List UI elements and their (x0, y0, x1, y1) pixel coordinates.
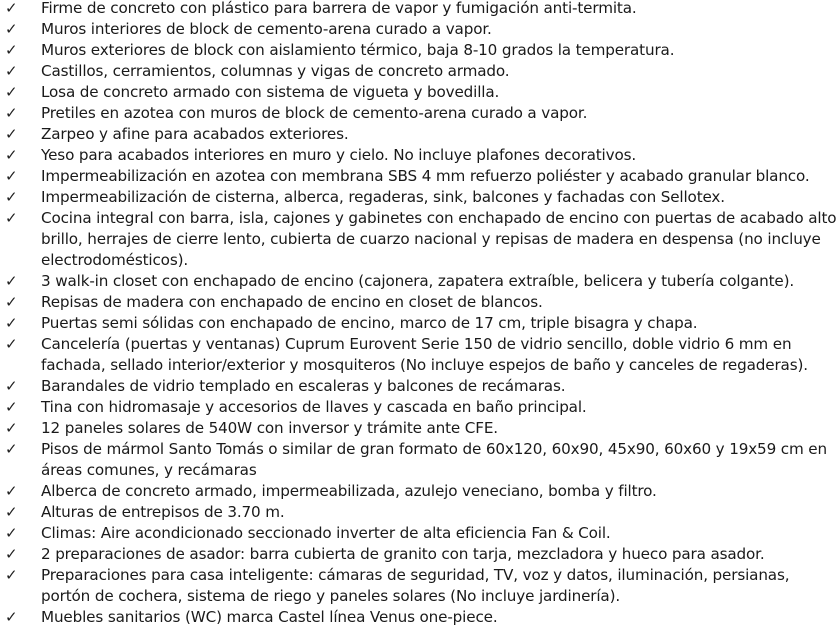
list-item-text: Cocina integral con barra, isla, cajones y gabinetes con enchapado de encino con puertas de acabado alto brillo, herrajes de cierre lento, cubierta de cuarzo nacional y repisas de madera en despensa (no incluye electrodomésticos). (41, 209, 837, 269)
list-item (0, 334, 840, 376)
list-item (0, 607, 840, 628)
list-item-text: Climas: Aire acondicionado seccionado inverter de alta eficiencia Fan & Coil. (41, 524, 611, 542)
list-item (0, 292, 840, 313)
checkmark-icon: ✓ (5, 41, 18, 59)
list-item (0, 418, 840, 439)
list-item-text: 12 paneles solares de 540W con inversor y trámite ante CFE. (41, 419, 498, 437)
list-item-text: Muebles sanitarios (WC) marca Castel línea Venus one-piece. (41, 608, 498, 626)
list-item-text: Muros exteriores de block con aislamiento térmico, baja 8-10 grados la temperatura. (41, 41, 675, 59)
list-item-text: Barandales de vidrio templado en escaleras y balcones de recámaras. (41, 377, 566, 395)
list-item (0, 82, 840, 103)
checkmark-icon: ✓ (5, 314, 18, 332)
checkmark-icon: ✓ (5, 335, 18, 353)
list-item (0, 502, 840, 523)
list-item (0, 397, 840, 418)
list-item (0, 40, 840, 61)
checkmark-icon: ✓ (5, 419, 18, 437)
list-item-text: 2 preparaciones de asador: barra cubierta de granito con tarja, mezcladora y hueco para asador. (41, 545, 765, 563)
list-item-text: Alberca de concreto armado, impermeabilizada, azulejo veneciano, bomba y filtro. (41, 482, 657, 500)
list-item-text: Muros interiores de block de cemento-arena curado a vapor. (41, 20, 492, 38)
list-item (0, 439, 840, 481)
list-item (0, 61, 840, 82)
checkmark-icon: ✓ (5, 524, 18, 542)
checkmark-icon: ✓ (5, 83, 18, 101)
checkmark-icon: ✓ (5, 146, 18, 164)
list-item (0, 544, 840, 565)
checkmark-icon: ✓ (5, 20, 18, 38)
list-item-text: Impermeabilización en azotea con membrana SBS 4 mm refuerzo poliéster y acabado granular blanco. (41, 167, 810, 185)
list-item (0, 166, 840, 187)
checkmark-icon: ✓ (5, 188, 18, 206)
list-item-text: Cancelería (puertas y ventanas) Cuprum Eurovent Serie 150 de vidrio sencillo, doble vidrio 6 mm en fachada, sellado interior/exterior y mosquiteros (No incluye espejos de baño y canceles de regaderas). (41, 335, 808, 374)
list-item-text: Preparaciones para casa inteligente: cámaras de seguridad, TV, voz y datos, iluminación, persianas, portón de cochera, sistema de riego y paneles solares (No incluye jardinería). (41, 566, 790, 605)
checkmark-icon: ✓ (5, 503, 18, 521)
list-item (0, 187, 840, 208)
list-item-text: Puertas semi sólidas con enchapado de encino, marco de 17 cm, triple bisagra y chapa. (41, 314, 698, 332)
list-item (0, 523, 840, 544)
list-item (0, 376, 840, 397)
list-item-text: Pretiles en azotea con muros de block de cemento-arena curado a vapor. (41, 104, 588, 122)
list-item (0, 0, 840, 19)
list-item-text: Losa de concreto armado con sistema de vigueta y bovedilla. (41, 83, 500, 101)
checkmark-icon: ✓ (5, 293, 18, 311)
list-item-text: Alturas de entrepisos de 3.70 m. (41, 503, 285, 521)
list-item-text: Tina con hidromasaje y accesorios de llaves y cascada en baño principal. (41, 398, 587, 416)
checkmark-icon: ✓ (5, 545, 18, 563)
checkmark-icon: ✓ (5, 209, 18, 227)
list-item (0, 19, 840, 40)
checkmark-icon: ✓ (5, 440, 18, 458)
list-item-text: Castillos, cerramientos, columnas y vigas de concreto armado. (41, 62, 510, 80)
list-item-text: Yeso para acabados interiores en muro y cielo. No incluye plafones decorativos. (41, 146, 637, 164)
checkmark-icon: ✓ (5, 125, 18, 143)
list-item (0, 208, 840, 271)
checkmark-icon: ✓ (5, 482, 18, 500)
list-item-text: Repisas de madera con enchapado de encino en closet de blancos. (41, 293, 543, 311)
checkmark-icon: ✓ (5, 104, 18, 122)
list-item-text: Firme de concreto con plástico para barrera de vapor y fumigación anti-termita. (41, 0, 637, 17)
list-item (0, 145, 840, 166)
checkmark-icon: ✓ (5, 0, 18, 17)
list-item (0, 271, 840, 292)
checkmark-icon: ✓ (5, 62, 18, 80)
list-item-text: 3 walk-in closet con enchapado de encino (cajonera, zapatera extraíble, belicera y tubería colgante). (41, 272, 795, 290)
checkmark-icon: ✓ (5, 566, 18, 584)
list-item-text: Pisos de mármol Santo Tomás o similar de gran formato de 60x120, 60x90, 45x90, 60x60 y 19x59 cm en áreas comunes, y recámaras (41, 440, 827, 479)
list-item (0, 124, 840, 145)
checkmark-icon: ✓ (5, 398, 18, 416)
list-item-text: Zarpeo y afine para acabados exteriores. (41, 125, 349, 143)
list-item (0, 103, 840, 124)
list-item (0, 481, 840, 502)
list-item-text: Impermeabilización de cisterna, alberca, regaderas, sink, balcones y fachadas con Sellotex. (41, 188, 725, 206)
checkmark-icon: ✓ (5, 167, 18, 185)
checkmark-icon: ✓ (5, 608, 18, 626)
list-item (0, 565, 840, 607)
list-item (0, 313, 840, 334)
checkmark-icon: ✓ (5, 272, 18, 290)
checkmark-icon: ✓ (5, 377, 18, 395)
